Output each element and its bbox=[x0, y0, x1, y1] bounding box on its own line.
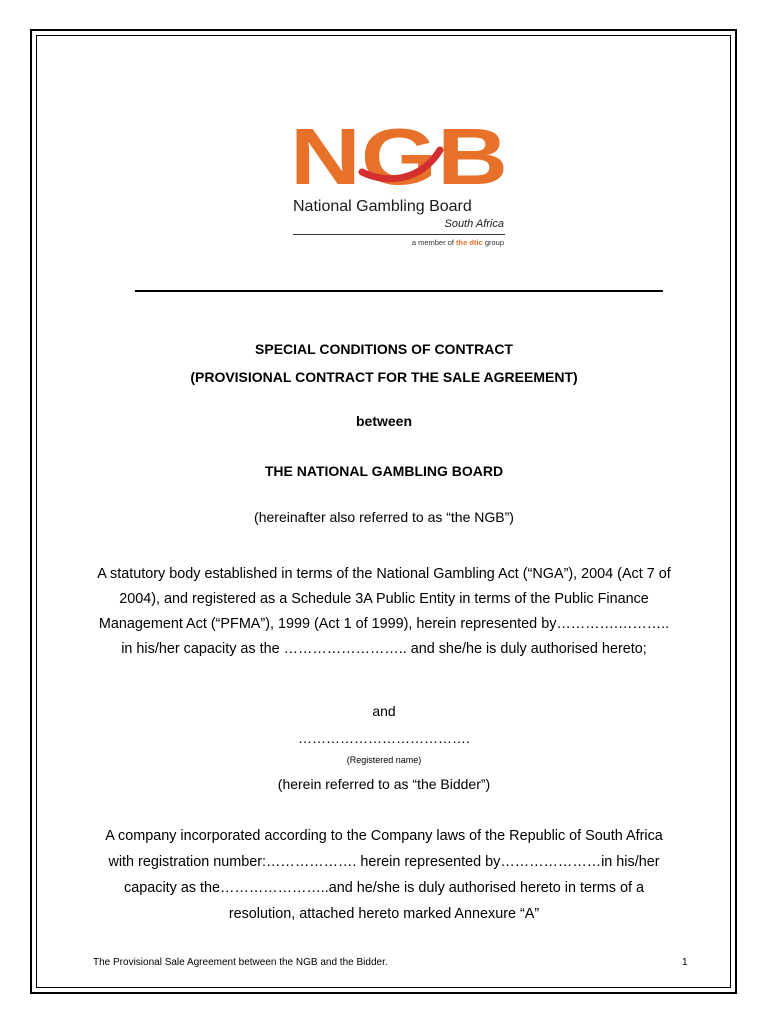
logo-member-prefix: a member of bbox=[411, 238, 454, 247]
ngb-logo bbox=[290, 110, 512, 255]
party2-alias: (herein referred to as “the Bidder”) bbox=[277, 776, 491, 792]
logo-member-brand: the dtic bbox=[456, 238, 483, 247]
party1-description-line: 2004), and registered as a Schedule 3A Public Entity in terms of the Public Finance bbox=[119, 591, 649, 607]
logo-country: South Africa bbox=[444, 218, 504, 230]
title-separator bbox=[135, 290, 663, 292]
party2-description-line: resolution, attached hereto marked Annexure “A” bbox=[228, 906, 540, 922]
party1-name: THE NATIONAL GAMBLING BOARD bbox=[264, 463, 504, 479]
footer-text: The Provisional Sale Agreement between the NGB and the Bidder. bbox=[93, 957, 388, 968]
party1-description-line: A statutory body established in terms of the National Gambling Act (“NGA”), 2004 (Act 7 of bbox=[97, 566, 671, 582]
ngb-logo-mark bbox=[290, 110, 512, 196]
page-number: 1 bbox=[682, 957, 688, 968]
party2-description-line: capacity as the…………………..and he/she is duly authorised hereto in terms of a bbox=[124, 880, 644, 896]
heading-line-1: SPECIAL CONDITIONS OF CONTRACT bbox=[255, 341, 513, 357]
party1-description-line: in his/her capacity as the …………………….. and she/he is duly authorised hereto; bbox=[121, 641, 647, 657]
party2-description-line: A company incorporated according to the Company laws of the Republic of South Africa bbox=[105, 828, 663, 844]
logo-org-name: National Gambling Board bbox=[293, 198, 472, 215]
ngb-logo-letters: NGB bbox=[290, 112, 508, 196]
party2-name-caption: (Registered name) bbox=[346, 755, 422, 765]
logo-member-line bbox=[412, 238, 504, 247]
logo-member-suffix: group bbox=[484, 238, 504, 247]
party2-name-blank: ………………………………. bbox=[298, 730, 470, 746]
party2-description-line: with registration number:………………. herein represented by…………………in his/her bbox=[108, 854, 660, 870]
between-label: between bbox=[355, 413, 412, 429]
heading-line-2: (PROVISIONAL CONTRACT FOR THE SALE AGREEMENT) bbox=[190, 369, 578, 385]
and-label: and bbox=[372, 703, 396, 719]
party1-alias: (hereinafter also referred to as “the NGB”) bbox=[254, 509, 514, 525]
party1-description-line: Management Act (“PFMA”), 1999 (Act 1 of 1999), herein represented by………….……….. bbox=[98, 616, 670, 632]
logo-divider bbox=[293, 234, 505, 235]
